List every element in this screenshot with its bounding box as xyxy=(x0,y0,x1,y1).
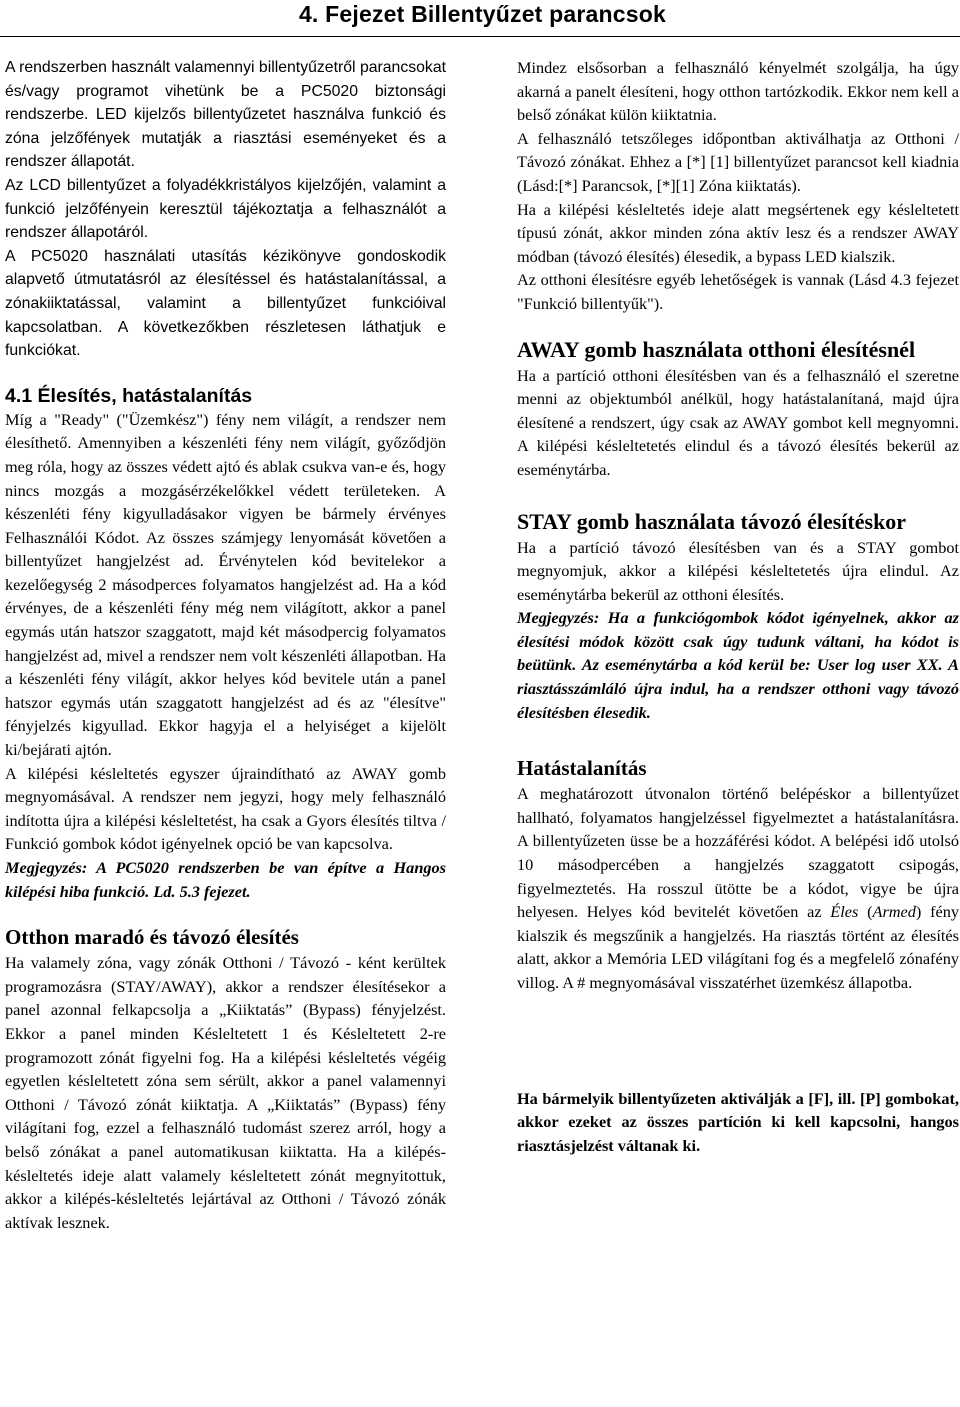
right-paragraph-1: Mindez elsősorban a felhasználó kényelmét szolgálja, ha úgy akarná a panelt élesíteni, hogy otthon tartózkodik. Ekkor nem kell a belső zónákat külön kiiktatnia. xyxy=(517,58,959,125)
section-4-1-paragraph-1: Míg a "Ready" ("Üzemkész") fény nem világít, a rendszer nem élesíthető. Amennyiben a készenléti fény nem világít, győződjön meg róla, hogy az összes védett ajtó és ablak csukva van-e és, hogy nincs mozgás a mozgásérzékelőkkel védett területeken. A készenléti fény kigyulladásakor vigyen be bármely érvényes Felhasználói Kódot. Az összes számjegy lenyomását követően a billentyűzet hangjelzést ad. Érvénytelen kód bevitelekor a kezelőegység 2 másodperces folyamatos hangjelzést ad. Ha a kód érvényes, de a készenléti fény még nem világított, akkor a panel egymás után hatszor szaggatott, majd két másodpercig folyamatos hangjelzést ad, mivel a rendszer nem volt készenléti állapotban. Ha a készenléti fény világít, akkor helyes kód bevitele után a panel hatszor egymás után szaggatott hangjelzést ad és az "élesítve" fényjelzés kigyullad. Ekkor hagyja el a helyiséget a kijelölt ki/bejárati ajtón. xyxy=(5,409,446,760)
disarm-paragraph xyxy=(517,782,959,994)
disarm-heading: Hatástalanítás xyxy=(517,756,647,781)
disarm-armed-en: Armed xyxy=(872,902,916,922)
disarm-text-1: A meghatározott útvonalon történő belépéskor a billentyűzet hallható, folyamatos hangjelzéssel figyelmeztet a hatástalanításra. A billentyűzeten üsse be a hozzáférési kódot. A belépési idő utolsó 10 másodpercében a hangjelzés szaggatott csipogás, figyelmeztetés. Ha rosszul ütötte be a kódot, vigye be újra helyesen. Helyes kód bevitelét követően az xyxy=(517,784,959,922)
right-column xyxy=(517,56,959,1157)
away-button-paragraph: Ha a partíció otthoni élesítésben van és a felhasználó el szeretne menni az objektumból anélkül, hogy hatástalanítaná, majd újra élesítené a rendszert, úgy csak az AWAY gombot kell megnyomni. A kilépési késleltetetés elindul és a távozó élesítés bekerül az eseménytárba. xyxy=(517,365,959,479)
right-paragraph-3: Ha a kilépési késleltetés ideje alatt megsértenek egy késleltetett típusú zónát, akkor minden zóna aktív lesz és a rendszer AWAY módban (távozó élesítés) élesedik, a bypass LED kialszik. xyxy=(517,199,959,266)
intro-paragraph-1: A rendszerben használt valamennyi billentyűzetről parancsokat és/vagy programot vihetünk be a PC5020 biztonsági rendszerbe. LED kijelzős billentyűzetet használva funkció és zóna jelzőfények mutatják a riasztási eseményeket és a rendszer állapotát. xyxy=(5,59,446,171)
away-button-heading: AWAY gomb használata otthoni élesítésnél xyxy=(517,336,916,362)
right-paragraph-4: Az otthoni élesítésre egyéb lehetőségek is vannak (Lásd 4.3 fejezet "Funkció billentyűk"). xyxy=(517,270,959,313)
disarm-text-3: ) fény kialszik és megszűnik a hangjelzés. Ha riasztás történt az élesítés alatt, akkor a Memória LED világítani fog és a megfelelő zónafény villog. A # megnyomásával visszatérhet üzemkész állapotba. xyxy=(517,902,959,992)
section-4-1-note: Megjegyzés: A PC5020 rendszerben be van építve a Hangos kilépési hiba funkció. Ld. 5.3 fejezet. xyxy=(5,858,446,901)
disarm-text-2: ( xyxy=(858,902,873,922)
intro-paragraph-3: A PC5020 használati utasítás kézikönyve gondoskodik alapvető útmutatásról az élesítéssel és hatástalanítással, a zónakiiktatással, valamint a billentyűzet funkcióival kapcsolatban. A következőkben részletesen láthatjuk e funkciókat. xyxy=(5,247,446,360)
stay-button-heading: STAY gomb használata távozó élesítéskor xyxy=(517,508,907,534)
right-paragraph-2: A felhasználó tetszőleges időpontban aktiválhatja az Otthoni / Távozó zónákat. Ehhez a [*] [1] billentyűzet parancsot kell kiadnia (Lásd:[*] Parancsok, [*][1] Zóna kiiktatás). xyxy=(517,128,959,195)
section-4-1-heading: 4.1 Élesítés, hatástalanítás xyxy=(5,384,253,407)
chapter-title: 4. Fejezet Billentyűzet parancsok xyxy=(298,1,666,27)
page-header xyxy=(0,0,960,37)
section-4-1-paragraph-2: A kilépési késleltetés egyszer újraindítható az AWAY gomb megnyomásával. A rendszer nem jegyzi, hogy mely felhasználó indította újra a kilépési késleltetést, ha csak a Gyors élesítés tiltva / Funkció gombok kódot igényelnek opció be van kapcsolva. xyxy=(5,763,446,854)
intro-paragraph-2: Az LCD billentyűzet a folyadékkristályos kijelzőjén, valamint a funkció jelzőfényein keresztül tájékoztatja a felhasználót a rendszer állapotáról. xyxy=(5,176,446,242)
stay-away-paragraph: Ha valamely zóna, vagy zónák Otthoni / Távozó - ként kerültek programozásra (STAY/AWAY), akkor a rendszer élesítésekor a panel azonnal felkapcsolja a „Kiiktatás” (Bypass) fényjelzést. Ekkor a panel minden Késleltetett 1 és Késleltetett 2-re programozott zónát figyelni fog. Ha a kilépési késleltetés végéig egyetlen késleltetett zóna sem sérült, akkor a panel valamennyi Otthoni / Távozó zónát kiiktatja. A „Kiiktatás” (Bypass) fény világítani fog, ezzel a felhasználó tudomást szerez arról, hogy a belső zónákat a panel automatikusan kiiktatta. Ha a kilépés-késleltetés ideje alatt valamely késleltetett zónát megnyitottuk, akkor a kilépés-késleltetés lejártával az Otthoni / Távozó zónák aktívak lesznek. xyxy=(5,953,446,1232)
left-column xyxy=(5,56,446,1234)
stay-button-note: Megjegyzés: Ha a funkciógombok kódot igényelnek, akkor az élesítési módok között csak úgy tudunk váltani, ha kódot is beütünk. Az eseménytárba a kód kerül be: User log user XX. A riasztásszámláló újra indul, ha a rendszer otthoni vagy távozó élesítésben élesedik. xyxy=(517,608,959,722)
stay-button-paragraph: Ha a partíció távozó élesítésben van és a STAY gombot megnyomjuk, akkor a kilépési késleltetetés újra elindul. Az eseménytárba bekerül az otthoni élesítés. xyxy=(517,537,959,604)
disarm-armed-hu: Éles xyxy=(830,902,859,922)
stay-away-heading: Otthon maradó és távozó élesítés xyxy=(5,925,299,950)
final-note: Ha bármelyik billentyűzeten aktiválják a [F], ill. [P] gombokat, akkor ezeket az összes partíción ki kell kapcsolni, hangos riasztásjelzést váltanak ki. xyxy=(517,1088,959,1155)
